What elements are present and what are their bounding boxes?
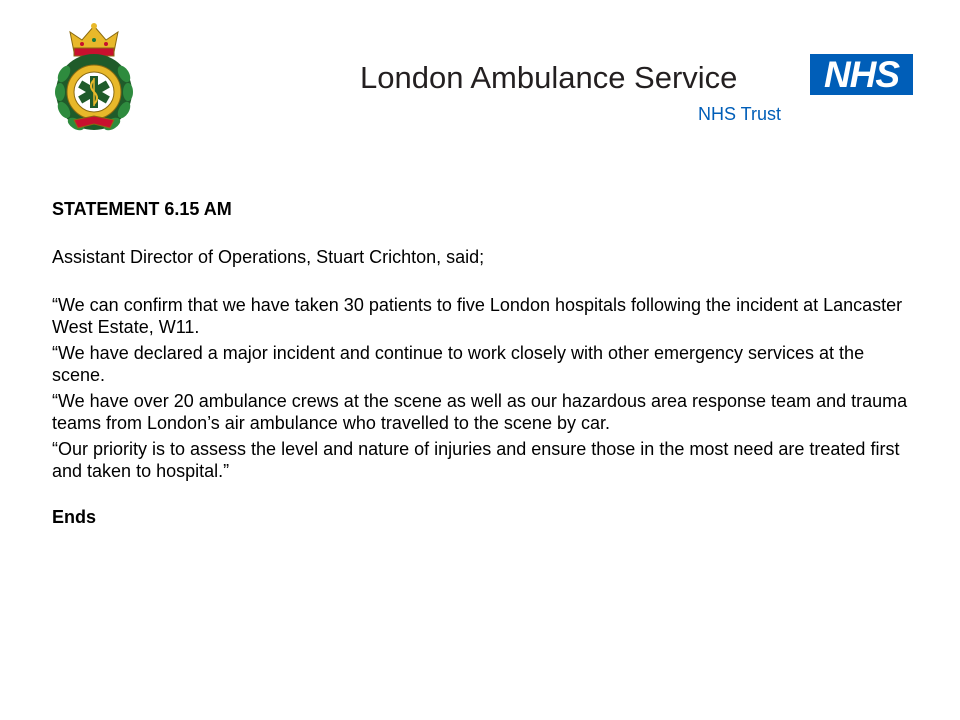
ambulance-service-crest-icon bbox=[50, 20, 138, 132]
statement-paragraph: “We have declared a major incident and continue to work closely with other emergency services at the scene. bbox=[52, 343, 865, 385]
trust-name: NHS Trust bbox=[698, 104, 782, 124]
statement-ends: Ends bbox=[52, 507, 97, 527]
statement-paragraph: “Our priority is to assess the level and nature of injuries and ensure those in the most need are treated first and taken to hospital.” bbox=[52, 439, 900, 481]
statement-attribution: Assistant Director of Operations, Stuart Crichton, said; bbox=[52, 247, 485, 267]
organisation-name: London Ambulance Service bbox=[360, 60, 738, 95]
statement-paragraph: “We can confirm that we have taken 30 patients to five London hospitals following the incident at Lancaster West Estate, W11. bbox=[52, 295, 903, 337]
crown-icon bbox=[70, 23, 118, 56]
statement-heading: STATEMENT 6.15 AM bbox=[52, 199, 232, 219]
statement-body bbox=[52, 198, 912, 528]
nhs-logo: NHS bbox=[810, 54, 913, 95]
statement-paragraph: “We have over 20 ambulance crews at the scene as well as our hazardous area response team and trauma teams from London’s air ambulance who travelled to the scene by car. bbox=[52, 391, 908, 433]
